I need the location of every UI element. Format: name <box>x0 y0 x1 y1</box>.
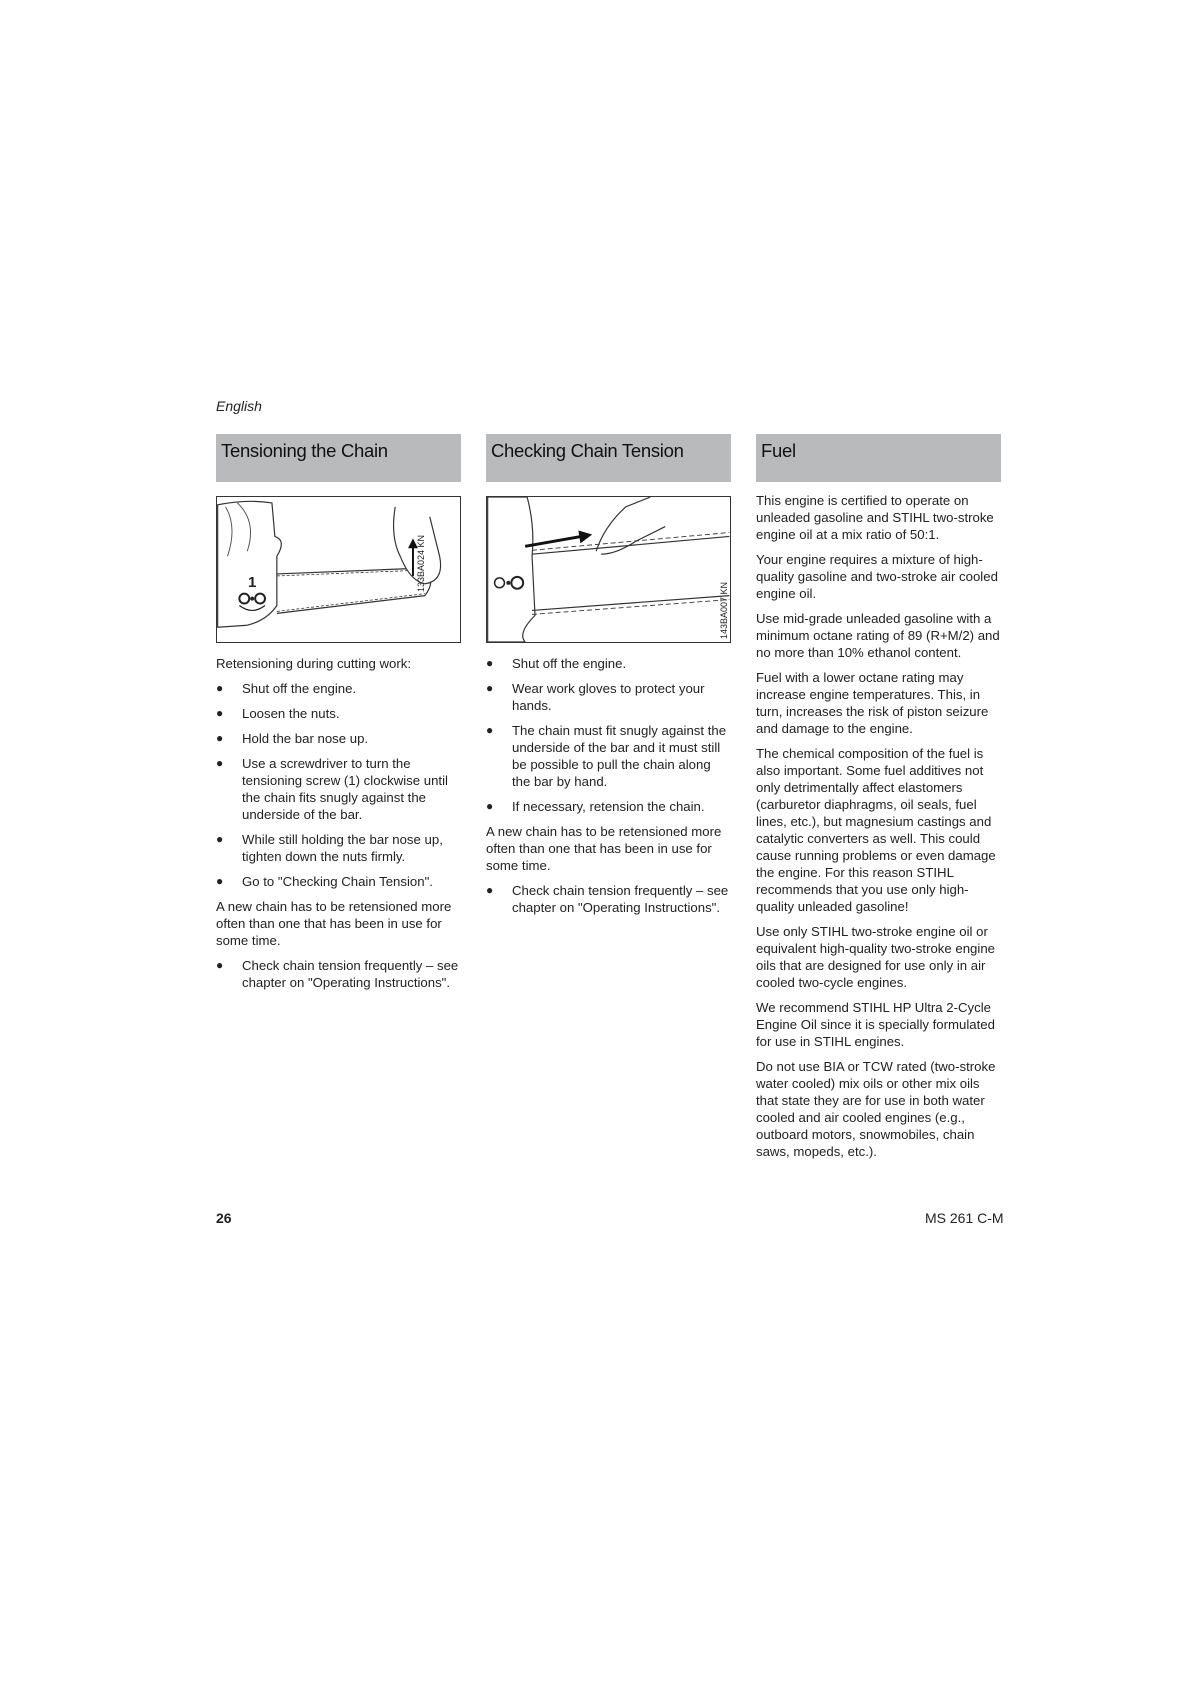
list-item: ● Check chain tension frequently – see chapter on "Operating Instructions". <box>486 882 731 916</box>
list-item: ● Wear work gloves to protect your hands. <box>486 680 731 714</box>
list-item: ● Shut off the engine. <box>216 680 461 697</box>
chain-tensioning-illustration <box>216 496 461 643</box>
note-text: A new chain has to be retensioned more often than one that has been in use for some time. <box>486 824 722 873</box>
figure-code: 133BA024 KN <box>416 534 426 592</box>
page-number: 26 <box>216 1210 232 1226</box>
paragraph: Do not use BIA or TCW rated (two-stroke water cooled) mix oils or other mix oils that state they are for use in both water cooled and air cooled engines (e.g., outboard motors, snowmobiles, chain saws, mopeds, etc.). <box>756 1059 996 1159</box>
list-item: ● While still holding the bar nose up, tighten down the nuts firmly. <box>216 831 461 865</box>
model-name: MS 261 C-M <box>925 1210 1004 1226</box>
paragraph: We recommend STIHL HP Ultra 2-Cycle Engine Oil since it is specially formulated for use in STIHL engines. <box>756 1000 995 1049</box>
intro-text: Retensioning during cutting work: <box>216 656 411 671</box>
note-text: A new chain has to be retensioned more often than one that has been in use for some time. <box>216 899 452 948</box>
section-tensioning-chain <box>216 434 461 999</box>
paragraph: This engine is certified to operate on unleaded gasoline and STIHL two-stroke engine oil at a mix ratio of 50:1. <box>756 493 994 542</box>
list-item: ● The chain must fit snugly against the underside of the bar and it must still be possible to pull the chain along the bar by hand. <box>486 722 731 790</box>
figure-code: 143BA007 KN <box>719 581 729 639</box>
chain-checking-drawing <box>487 497 730 642</box>
section-fuel <box>756 434 1001 1168</box>
language-label: English <box>216 398 262 414</box>
paragraph: Fuel with a lower octane rating may increase engine temperatures. This, in turn, increases the risk of piston seizure and damage to the engine. <box>756 670 989 736</box>
steps-list <box>486 655 731 815</box>
list-item: ● Loosen the nuts. <box>216 705 461 722</box>
section-checking-chain-tension <box>486 434 731 924</box>
steps-list-2 <box>486 882 731 916</box>
section-heading: Tensioning the Chain <box>216 434 461 482</box>
chain-checking-illustration <box>486 496 731 643</box>
callout-number: 1 <box>248 574 257 591</box>
paragraph: The chemical composition of the fuel is also important. Some fuel additives not only detrimentally affect elastomers (carburetor diaphragms, oil seals, fuel lines, etc.), but magnesium castings and catalytic converters as well. This could cause running problems or even damage the engine. For this reason STIHL recommends that you use only high-quality unleaded gasoline! <box>756 746 996 914</box>
paragraph: Your engine requires a mixture of high-quality gasoline and two-stroke air cooled engine oil. <box>756 552 998 601</box>
paragraph: Use only STIHL two-stroke engine oil or equivalent high-quality two-stroke engine oils that are designed for use only in air cooled two-cycle engines. <box>756 924 995 990</box>
steps-list <box>216 680 461 890</box>
list-item: ● Check chain tension frequently – see chapter on "Operating Instructions". <box>216 957 461 991</box>
list-item: ● If necessary, retension the chain. <box>486 798 731 815</box>
list-item: ● Use a screwdriver to turn the tensioning screw (1) clockwise until the chain fits snugly against the underside of the bar. <box>216 755 461 823</box>
section-heading: Fuel <box>756 434 1001 482</box>
paragraph: Use mid-grade unleaded gasoline with a minimum octane rating of 89 (R+M/2) and no more than 10% ethanol content. <box>756 611 1000 660</box>
section-heading: Checking Chain Tension <box>486 434 731 482</box>
list-item: ● Hold the bar nose up. <box>216 730 461 747</box>
list-item: ● Go to "Checking Chain Tension". <box>216 873 461 890</box>
steps-list-2 <box>216 957 461 991</box>
list-item: ● Shut off the engine. <box>486 655 731 672</box>
